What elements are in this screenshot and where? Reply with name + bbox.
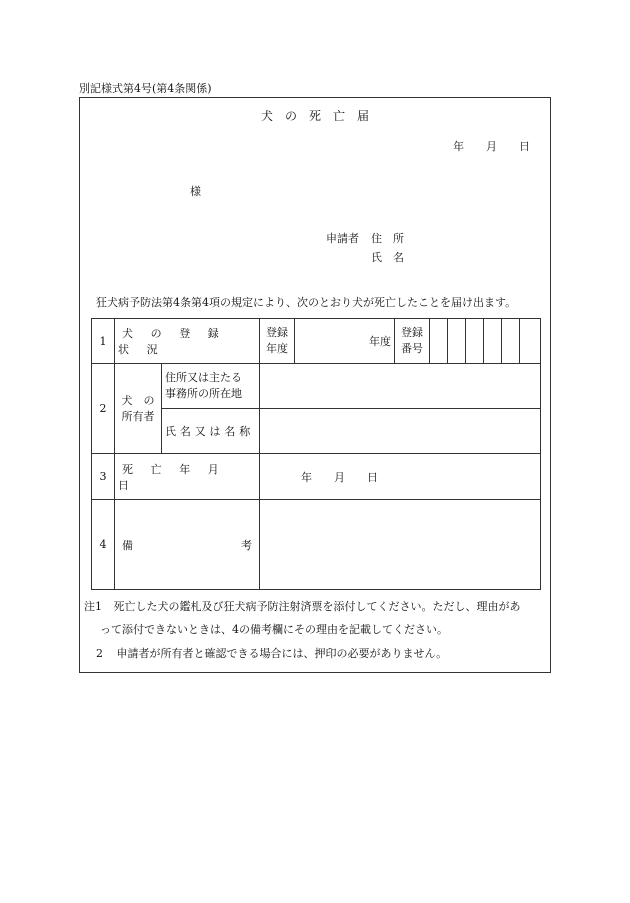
owner-name-field[interactable] <box>260 409 541 454</box>
registration-number-digit[interactable] <box>466 319 484 364</box>
note-2-text: 申請者が所有者と確認できる場合には、押印の必要がありません。 <box>116 647 448 660</box>
note-1 <box>84 596 521 618</box>
note-2 <box>96 643 447 665</box>
note-1-line1: 死亡した犬の鑑札及び狂犬病予防注射済票を添付してください。ただし、理由があ <box>113 600 521 613</box>
death-date-label: 死亡年月日 <box>115 454 260 500</box>
registration-status-label: 犬の登録状況 <box>115 319 260 364</box>
row-registration-status <box>92 319 541 364</box>
registration-number-label: 登録 番号 <box>395 319 430 364</box>
form-title: 犬 の 死 亡 届 <box>260 109 369 123</box>
addressee-suffix: 様 <box>190 185 201 198</box>
note-1-line2: って添付できないときは、4の備考欄にその理由を記載してください。 <box>100 623 448 636</box>
applicant-label: 申請者 <box>326 232 359 245</box>
form-reference: 別記様式第4号(第4条関係) <box>79 82 212 95</box>
applicant-name-label: 氏 名 <box>371 251 404 264</box>
applicant-address-label: 住 所 <box>371 232 404 245</box>
row4-number: 4 <box>92 500 115 590</box>
registration-number-digit[interactable] <box>484 319 502 364</box>
statement: 狂犬病予防法第4条第4項の規定により、次のとおり犬が死亡したことを届け出ます。 <box>96 296 517 309</box>
note-1-prefix: 注1 <box>84 600 102 613</box>
registration-number-digit[interactable] <box>430 319 448 364</box>
registration-year-field[interactable] <box>295 319 395 364</box>
owner-label: 犬 の 所有者 <box>115 364 162 454</box>
row-remarks <box>92 500 541 590</box>
registration-number-digit[interactable] <box>520 319 541 364</box>
registration-table <box>91 318 541 590</box>
row1-number: 1 <box>92 319 115 364</box>
owner-address-label: 住所又は主たる 事務所の所在地 <box>162 364 260 409</box>
row2-number: 2 <box>92 364 115 454</box>
date-line: 年 月 日 <box>453 140 530 153</box>
row-death-date <box>92 454 541 500</box>
row-owner-address <box>92 364 541 409</box>
registration-number-digit[interactable] <box>448 319 466 364</box>
row3-number: 3 <box>92 454 115 500</box>
death-date-field[interactable] <box>260 454 541 500</box>
owner-address-field[interactable] <box>260 364 541 409</box>
death-date-placeholder: 年 月 日 <box>301 470 379 484</box>
remarks-field[interactable] <box>260 500 541 590</box>
nendo-unit: 年度 <box>369 335 392 348</box>
owner-name-label: 氏名又は名称 <box>162 409 260 454</box>
registration-number-digit[interactable] <box>502 319 520 364</box>
registration-year-label: 登録 年度 <box>260 319 295 364</box>
remarks-label: 備 考 <box>115 500 260 590</box>
note-2-prefix: 2 <box>96 647 103 660</box>
